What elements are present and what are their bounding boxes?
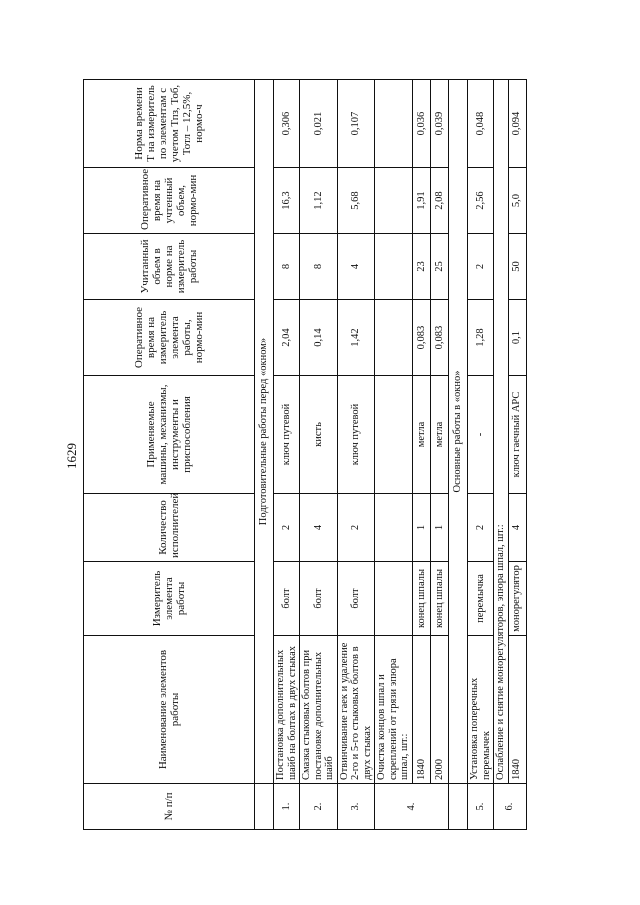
header-volume: Учитанный объем в норме на измеритель работы (84, 234, 255, 300)
header-unit: Измеритель элемента работы (84, 562, 255, 636)
row-num: 4. (375, 784, 449, 830)
row-workers: 4 (508, 494, 526, 562)
row-name: Очистка концов шпал и скреплений от грязи эпюра шпал, шт.: (375, 636, 413, 784)
table-row (431, 80, 449, 830)
row-workers: 2 (337, 494, 375, 562)
rotated-table-wrapper (83, 80, 523, 830)
row-name: 1840 (413, 636, 431, 784)
row-name: Смазка стыковых болтов при постановке дополнительных шайб (300, 636, 338, 784)
row-name: Постановка дополнительных шайб на болтах в двух стыках (274, 636, 300, 784)
section-row (449, 80, 468, 830)
section-title: Подготовительные работы перед «окном» (255, 80, 274, 784)
row-unit: перемычка (468, 562, 494, 636)
row-name: Установка поперечных перемычек (468, 636, 494, 784)
row-op-time-volume: 5,68 (337, 168, 375, 234)
row-tools: метла (431, 376, 449, 494)
row-norm: 0,036 (413, 80, 431, 168)
empty-cell (375, 300, 413, 376)
row-norm: 0,306 (274, 80, 300, 168)
row-unit: конец шпалы (413, 562, 431, 636)
row-num: 2. (300, 784, 338, 830)
row-workers: 4 (300, 494, 338, 562)
row-unit: болт (337, 562, 375, 636)
row-unit: монорегулятор (508, 562, 526, 636)
row-op-time-volume: 16,3 (274, 168, 300, 234)
row-name: Ослабление и снятие монорегуляторов, эпюра шпал, шт.: (494, 80, 509, 784)
row-op-time-volume: 1,12 (300, 168, 338, 234)
row-volume: 8 (274, 234, 300, 300)
row-op-time-volume: 1,91 (413, 168, 431, 234)
empty-cell (375, 494, 413, 562)
row-name: 2000 (431, 636, 449, 784)
row-norm: 0,107 (337, 80, 375, 168)
table-row (494, 80, 509, 830)
header-norm: Норма времени Т на измеритель по элементам с учетом Тпз, Тоб, Тотл – 12,5%, нормо-ч (84, 80, 255, 168)
table-row (508, 80, 526, 830)
empty-cell (375, 562, 413, 636)
row-volume: 2 (468, 234, 494, 300)
header-op-time: Оперативное время на измеритель элемента работы, нормо-мин (84, 300, 255, 376)
header-op-time-volume: Оперативное время на учтенный объем, нормо-мин (84, 168, 255, 234)
page-number: 1629 (64, 443, 79, 469)
row-tools: ключ путевой (274, 376, 300, 494)
section-num-cell (449, 784, 468, 830)
table-row (468, 80, 494, 830)
section-row (255, 80, 274, 830)
row-op-time-volume: 5,0 (508, 168, 526, 234)
header-tools: Применяемые машины, механизмы, инструменты и приспособления (84, 376, 255, 494)
row-tools: кисть (300, 376, 338, 494)
row-op-time: 1,42 (337, 300, 375, 376)
row-workers: 1 (431, 494, 449, 562)
row-name: Отвинчивание гаек и удаление 2-го и 5-го стыковых болтов в двух стыках (337, 636, 375, 784)
row-workers: 2 (468, 494, 494, 562)
table-row (375, 80, 413, 830)
table-row (413, 80, 431, 830)
row-op-time-volume: 2,56 (468, 168, 494, 234)
row-name: 1840 (508, 636, 526, 784)
row-unit: болт (300, 562, 338, 636)
row-op-time-volume: 2,08 (431, 168, 449, 234)
row-tools: ключ гаечный АРС (508, 376, 526, 494)
empty-cell (375, 168, 413, 234)
row-volume: 4 (337, 234, 375, 300)
row-norm: 0,039 (431, 80, 449, 168)
row-norm: 0,021 (300, 80, 338, 168)
row-volume: 8 (300, 234, 338, 300)
row-op-time: 2,04 (274, 300, 300, 376)
row-tools: ключ путевой (337, 376, 375, 494)
row-volume: 25 (431, 234, 449, 300)
table-row (337, 80, 375, 830)
row-op-time: 1,28 (468, 300, 494, 376)
section-title: Основные работы в «окно» (449, 80, 468, 784)
row-norm: 0,094 (508, 80, 526, 168)
row-op-time: 0,083 (413, 300, 431, 376)
row-workers: 1 (413, 494, 431, 562)
header-workers: Количество исполнителей (84, 494, 255, 562)
row-num: 1. (274, 784, 300, 830)
empty-cell (375, 80, 413, 168)
row-tools: метла (413, 376, 431, 494)
row-num: 5. (468, 784, 494, 830)
table-row (300, 80, 338, 830)
table-row (274, 80, 300, 830)
norm-table (83, 79, 527, 830)
header-name: Наименование элементов работы (84, 636, 255, 784)
row-op-time: 0,1 (508, 300, 526, 376)
row-num: 3. (337, 784, 375, 830)
row-num: 6. (494, 784, 527, 830)
header-num: № п/п (84, 784, 255, 830)
row-op-time: 0,083 (431, 300, 449, 376)
header-row (84, 80, 255, 830)
row-unit: болт (274, 562, 300, 636)
row-volume: 23 (413, 234, 431, 300)
row-workers: 2 (274, 494, 300, 562)
row-unit: конец шпалы (431, 562, 449, 636)
row-volume: 50 (508, 234, 526, 300)
row-norm: 0,048 (468, 80, 494, 168)
row-tools: - (468, 376, 494, 494)
empty-cell (375, 234, 413, 300)
empty-cell (375, 376, 413, 494)
row-op-time: 0,14 (300, 300, 338, 376)
section-num-cell (255, 784, 274, 830)
